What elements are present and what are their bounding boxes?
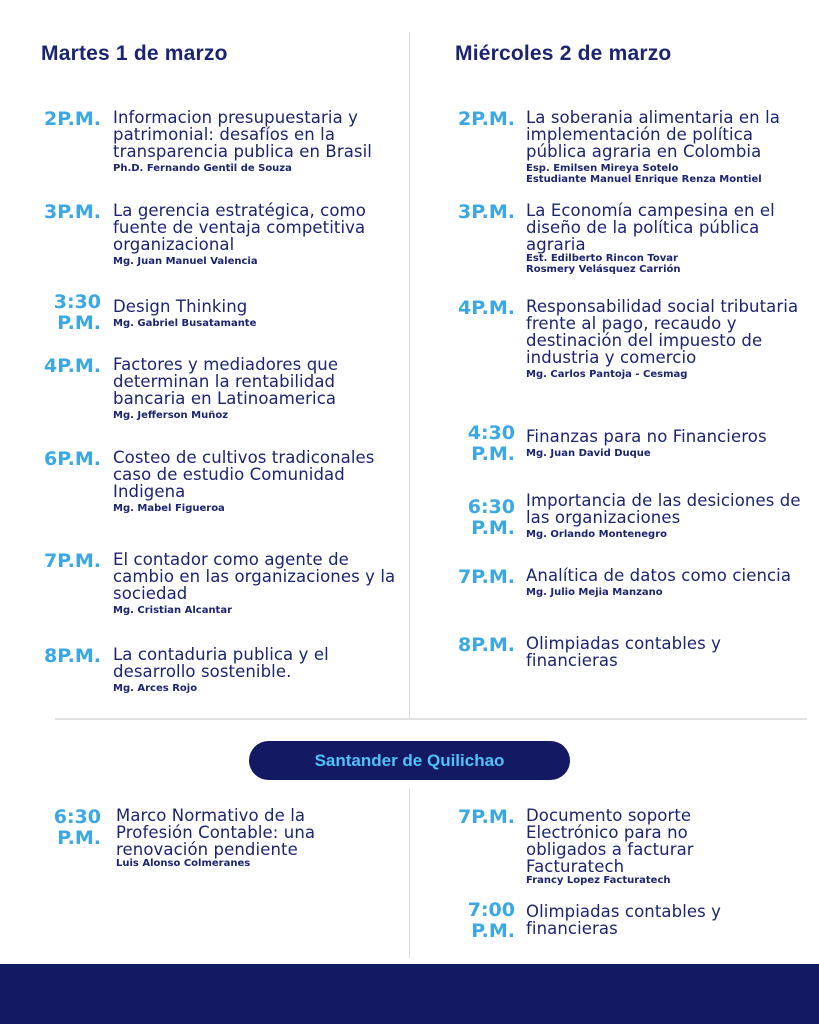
day2-event-time: 7P.M. xyxy=(458,566,515,588)
day1-event-time: 6P.M. xyxy=(44,448,101,470)
event-title: El contador como agente de cambio en las organizaciones y la sociedad xyxy=(113,550,396,603)
event-speaker: Mg. Gabriel Busatamante xyxy=(113,318,257,329)
day2-event xyxy=(526,109,816,185)
event-speaker: Estudiante Manuel Enrique Renza Montiel xyxy=(526,174,762,185)
event-title: Analítica de datos como ciencia xyxy=(526,566,792,585)
event-title: Finanzas para no Financieros xyxy=(526,427,767,446)
event-title: Design Thinking xyxy=(113,297,248,316)
day1-event-time: 3:30 P.M. xyxy=(53,291,101,334)
day1-event-time: 7P.M. xyxy=(44,550,101,572)
event-title: Importancia de las desiciones de las organizaciones xyxy=(526,491,801,527)
event-speaker: Luis Alonso Colmeranes xyxy=(116,858,251,869)
day1-event-time: 4P.M. xyxy=(44,355,101,377)
day2-event xyxy=(526,635,786,669)
event-speaker: Esp. Emilsen Mireya Sotelo xyxy=(526,163,679,174)
day1-event xyxy=(113,356,403,421)
event-title: Olimpiadas contables y financieras xyxy=(526,902,722,938)
event-title: Documento soporte Electrónico para no obligados a facturar Facturatech xyxy=(526,806,694,876)
day1-event xyxy=(113,298,403,329)
event-title: Responsabilidad social tributaria frente al pago, recaudo y destinación del impuesto de industria y comercio xyxy=(526,297,799,367)
event-speaker: Mg. Juan Manuel Valencia xyxy=(113,256,258,267)
event-speaker: Ph.D. Fernando Gentil de Souza xyxy=(113,163,292,174)
day2-event-time: 3P.M. xyxy=(458,201,515,223)
day2-event xyxy=(526,298,816,380)
day1-event-time: 8P.M. xyxy=(44,645,101,667)
section-divider xyxy=(55,718,807,720)
event-speaker: Francy Lopez Facturatech xyxy=(526,875,671,886)
event-title: Olimpiadas contables y financieras xyxy=(526,634,722,670)
event-title: La soberania alimentaria en la implementación de política pública agraria en Colombia xyxy=(526,108,780,161)
day1-event xyxy=(113,551,403,616)
event-speaker: Mg. Juan David Duque xyxy=(526,448,651,459)
day2-event xyxy=(526,567,816,598)
event-speaker: Mg. Cristian Alcantar xyxy=(113,605,233,616)
event-title: Costeo de cultivos tradiconales caso de estudio Comunidad Indigena xyxy=(113,448,375,501)
day1-event xyxy=(113,202,403,267)
location-badge: Santander de Quilichao xyxy=(249,741,570,780)
day2-event xyxy=(526,428,816,459)
day1-event-time: 3P.M. xyxy=(44,201,101,223)
day2-event-time: 4:30 P.M. xyxy=(467,422,515,465)
day1-event xyxy=(113,449,403,514)
day1-title: Martes 1 de marzo xyxy=(41,42,228,65)
day2-event-time: 8P.M. xyxy=(458,634,515,656)
day2-event xyxy=(526,202,816,275)
event-title: La gerencia estratégica, como fuente de ventaja competitiva organizacional xyxy=(113,201,366,254)
day2-event-time: 2P.M. xyxy=(458,108,515,130)
day1-event-time: 2P.M. xyxy=(44,108,101,130)
event-title: Factores y mediadores que determinan la rentabilidad bancaria en Latinoamerica xyxy=(113,355,339,408)
day2-event-time: 6:30 P.M. xyxy=(467,496,515,539)
event-speaker: Est. Edilberto Rincon Tovar xyxy=(526,253,678,264)
event-title: Marco Normativo de la Profesión Contable: una renovación pendiente xyxy=(116,806,316,859)
event-title: Informacion presupuestaria y patrimonial: desafíos en la transparencia publica en Brasil xyxy=(113,108,372,161)
event-title: La Economía campesina en el diseño de la política pública agraria xyxy=(526,201,775,254)
location-event xyxy=(116,807,366,869)
location-event xyxy=(526,903,756,937)
location-event-time: 7:00 P.M. xyxy=(467,899,515,942)
event-speaker: Mg. Orlando Montenegro xyxy=(526,529,667,540)
event-speaker: Mg. Mabel Figueroa xyxy=(113,503,225,514)
event-speaker: Mg. Carlos Pantoja - Cesmag xyxy=(526,369,688,380)
event-speaker: Rosmery Velásquez Carrión xyxy=(526,264,681,275)
event-speaker: Mg. Jefferson Muñoz xyxy=(113,410,229,421)
day2-event-time: 4P.M. xyxy=(458,297,515,319)
location-event xyxy=(526,807,726,886)
day2-event xyxy=(526,492,816,540)
event-speaker: Mg. Julio Mejia Manzano xyxy=(526,587,663,598)
column-divider-bottom xyxy=(409,788,410,958)
day1-event xyxy=(113,109,403,174)
location-event-time: 7P.M. xyxy=(458,806,515,828)
footer-bar xyxy=(0,964,819,1024)
day2-title: Miércoles 2 de marzo xyxy=(455,42,672,65)
day1-event xyxy=(113,646,403,694)
location-event-time: 6:30 P.M. xyxy=(53,806,101,849)
column-divider-top xyxy=(409,32,410,718)
event-title: La contaduria publica y el desarrollo sostenible. xyxy=(113,645,329,681)
event-speaker: Mg. Arces Rojo xyxy=(113,683,198,694)
